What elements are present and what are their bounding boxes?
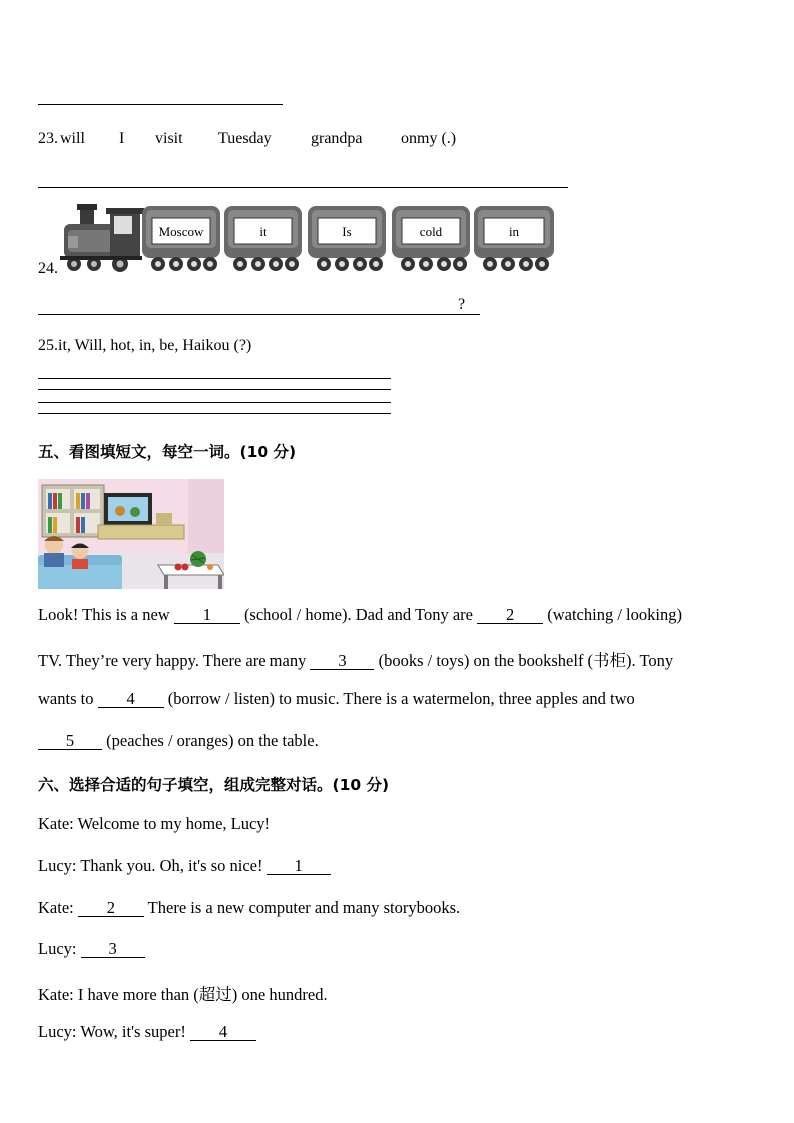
question-number: 24.: [38, 260, 58, 277]
passage-text: (school / home). Dad and Tony are: [239, 605, 478, 624]
passage-text: (watching / looking): [543, 605, 682, 624]
dialogue-line: [38, 814, 270, 834]
scrambled-word: onmy (.): [401, 130, 457, 147]
train-car: [474, 206, 554, 271]
passage-text: Lucy: Thank you. Oh, it's so nice!: [38, 856, 267, 875]
passage-text: There is a new computer and many storybooks.: [143, 898, 461, 917]
question-number: 23.: [38, 130, 58, 147]
dialogue: [38, 814, 758, 1054]
answer-blank[interactable]: 2: [477, 606, 543, 624]
locomotive-icon: [60, 204, 144, 272]
answer-blank[interactable]: 4: [98, 690, 164, 708]
section-6-heading: 六、选择合适的句子填空，组成完整对话。(10 分): [38, 776, 390, 794]
answer-blank[interactable]: 1: [267, 857, 331, 875]
train-car: [142, 206, 220, 271]
living-room-picture: [38, 479, 224, 589]
dialogue-line: [38, 856, 331, 876]
scrambled-word: will: [60, 130, 85, 147]
car-word: it: [259, 224, 267, 239]
car-word: in: [508, 224, 520, 239]
question-mark: ?: [458, 296, 466, 313]
passage-line: [38, 605, 682, 625]
passage-line: [38, 689, 635, 709]
answer-blank[interactable]: 3: [81, 940, 145, 958]
question-number: 25.: [38, 337, 58, 354]
car-word: Moscow: [158, 224, 204, 239]
answer-line-22: [38, 104, 283, 105]
answer-blank[interactable]: 5: [38, 732, 102, 750]
scrambled-word: grandpa: [311, 130, 363, 147]
bookshelf-icon: [42, 485, 104, 537]
question-25: [38, 337, 251, 355]
scrambled-words: it, Will, hot, in, be, Haikou (?): [58, 337, 252, 354]
section-5-heading: 五、看图填短文，每空一词。(10 分): [38, 443, 297, 461]
passage-text: Kate:: [38, 898, 78, 917]
passage-text: Lucy: Wow, it's super!: [38, 1022, 190, 1041]
answer-line-24: [38, 314, 480, 315]
writing-lines-25: [38, 378, 391, 418]
scrambled-word: visit: [155, 130, 183, 147]
answer-blank[interactable]: 4: [190, 1023, 256, 1041]
train-car: [224, 206, 302, 271]
dialogue-line: [38, 1022, 256, 1042]
passage-text: Lucy:: [38, 939, 81, 958]
passage-line: [38, 731, 319, 751]
passage-text: Kate: Welcome to my home, Lucy!: [38, 814, 271, 833]
car-word: Is: [342, 224, 352, 239]
train-car: [308, 206, 386, 271]
answer-blank[interactable]: 1: [174, 606, 240, 624]
answer-blank[interactable]: 3: [310, 652, 374, 670]
dialogue-line: [38, 939, 145, 959]
passage-text: TV. They’re very happy. There are many: [38, 651, 311, 670]
train-car: [392, 206, 470, 271]
passage-text: Kate: I have more than (超过) one hundred.: [38, 985, 328, 1004]
passage-text: (books / toys) on the bookshelf (书柜). Tony: [374, 651, 674, 670]
scrambled-word: I: [119, 130, 125, 147]
passage: [38, 605, 768, 765]
passage-text: wants to: [38, 689, 98, 708]
answer-line-23: [38, 187, 568, 188]
train-picture: [60, 200, 560, 280]
answer-blank[interactable]: 2: [78, 899, 144, 917]
passage-text: Look! This is a new: [38, 605, 174, 624]
scrambled-word: Tuesday: [218, 130, 272, 147]
dialogue-line: [38, 981, 328, 1005]
car-word: cold: [419, 224, 443, 239]
passage-text: (peaches / oranges) on the table.: [102, 731, 319, 750]
question-23: [38, 130, 478, 150]
passage-text: (borrow / listen) to music. There is a watermelon, three apples and two: [163, 689, 635, 708]
dialogue-line: [38, 898, 460, 918]
passage-line: [38, 647, 673, 671]
